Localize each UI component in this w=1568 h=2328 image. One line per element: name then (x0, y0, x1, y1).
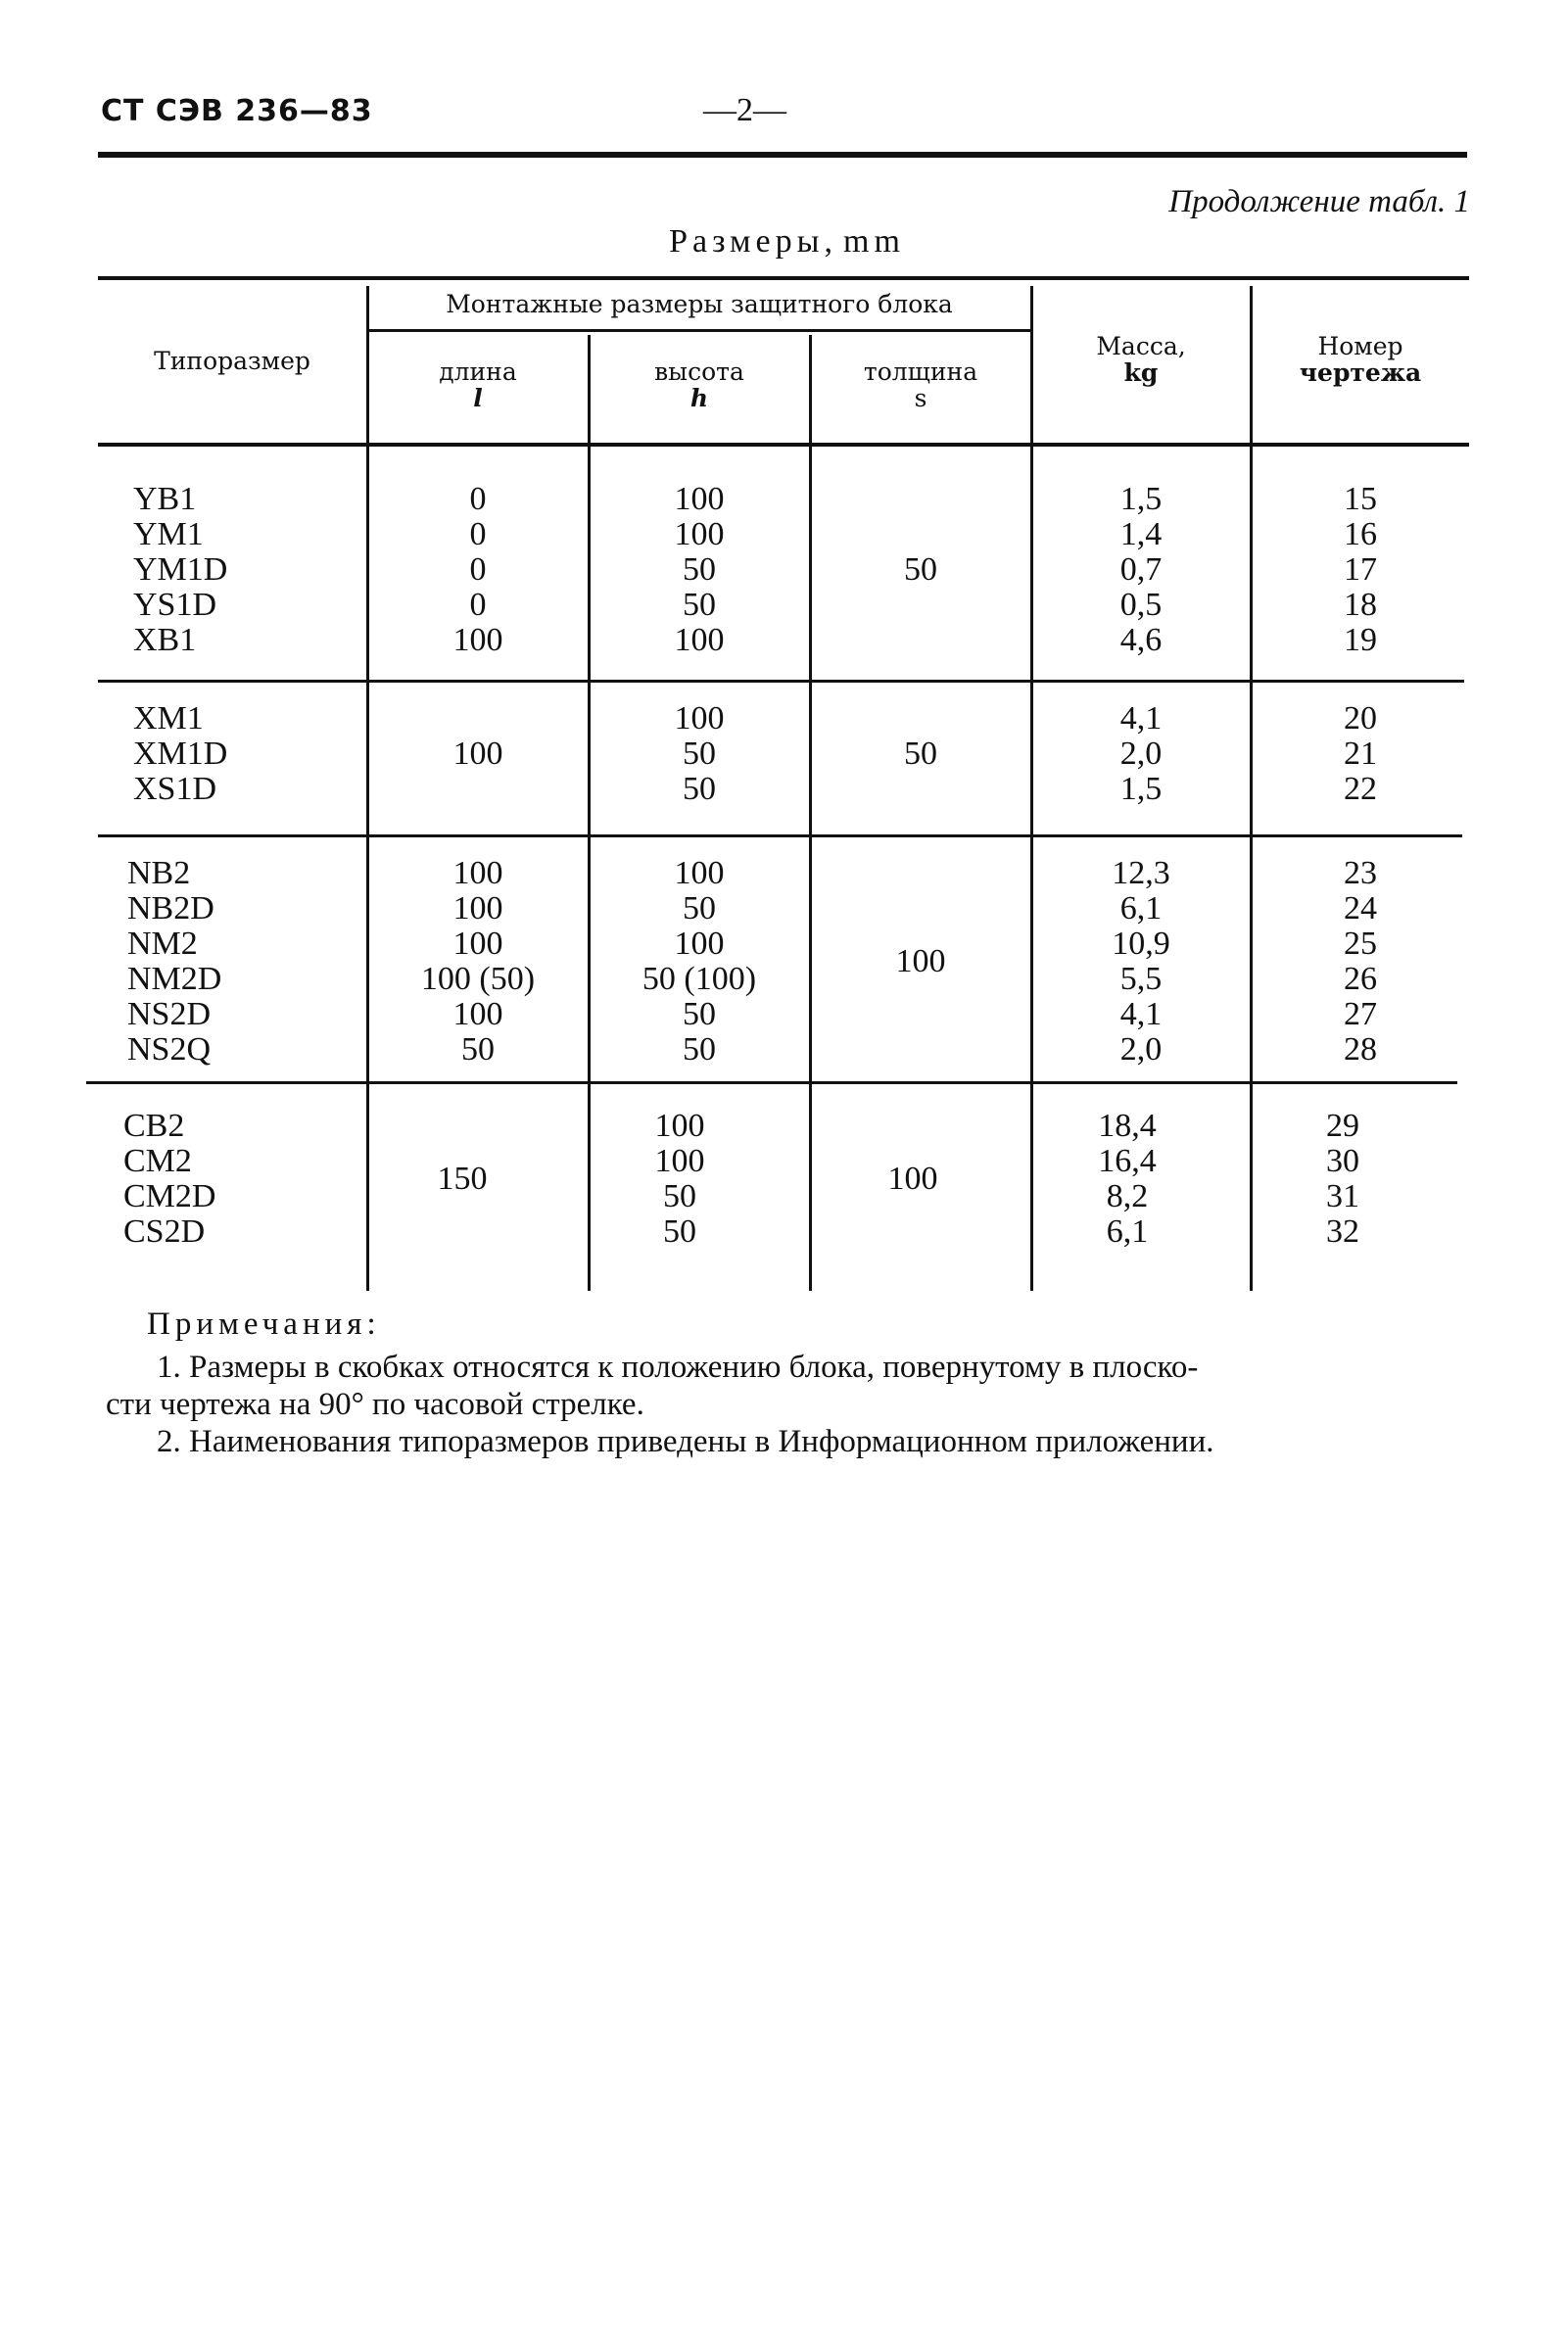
drawing-cell: 23 (1344, 855, 1377, 891)
col-divider-1 (366, 286, 369, 1291)
table-continuation-label: Продолжение табл. 1 (1168, 184, 1470, 219)
col-divider-3 (809, 335, 812, 1291)
header-type: Типоразмер (154, 347, 310, 375)
drawing-cell: 31 (1326, 1178, 1359, 1214)
length-cell: 100 (452, 890, 503, 926)
mass-cell: 0,7 (1119, 551, 1163, 588)
table-top-rule (98, 276, 1469, 280)
g1-length (368, 482, 588, 658)
height-cell: 50 (683, 587, 716, 623)
height-cell: 100 (674, 926, 725, 962)
header-bottom-rule (98, 443, 1469, 447)
header-thickness (811, 358, 1030, 411)
height-cell: 100 (674, 700, 725, 736)
drawing-cell: 24 (1344, 890, 1377, 926)
g4-thickness: 100 (887, 1161, 938, 1197)
type-cell: XS1D (133, 771, 217, 807)
height-cell: 100 (674, 622, 725, 658)
units-label: Размеры, (669, 223, 837, 260)
length-cell: 0 (469, 587, 487, 623)
g1-types (133, 482, 227, 658)
g3-types (127, 856, 221, 1068)
type-cell: CM2D (123, 1178, 216, 1214)
type-cell: CB2 (123, 1108, 185, 1144)
drawing-cell: 29 (1326, 1108, 1359, 1144)
mass-cell: 2,0 (1119, 1031, 1163, 1068)
units-value: mm (843, 223, 905, 260)
drawing-cell: 15 (1344, 481, 1377, 517)
drawing-cell: 30 (1326, 1143, 1359, 1179)
drawing-cell: 20 (1344, 700, 1377, 736)
height-cell: 100 (654, 1143, 705, 1179)
note-1-continuation: сти чертежа на 90° по часовой стрелке. (106, 1387, 644, 1422)
units-caption (0, 223, 1568, 261)
mass-cell: 1,5 (1119, 481, 1163, 517)
height-cell: 50 (100) (641, 961, 757, 997)
g2-mass (1032, 701, 1250, 807)
group-divider-2 (98, 834, 1462, 837)
height-cell: 50 (663, 1178, 696, 1214)
length-cell: 0 (469, 481, 487, 517)
header-drawing (1252, 333, 1469, 386)
type-cell: CM2 (123, 1143, 192, 1179)
type-cell: XB1 (133, 622, 197, 658)
g4-types (123, 1109, 215, 1250)
drawing-cell: 27 (1344, 996, 1377, 1032)
g4-height (570, 1109, 789, 1250)
mass-cell: 1,5 (1119, 771, 1163, 807)
notes-title: Примечания: (147, 1307, 381, 1342)
height-cell: 50 (683, 890, 716, 926)
type-cell: YS1D (133, 587, 217, 623)
drawing-cell: 18 (1344, 587, 1377, 623)
g2-height (590, 701, 809, 807)
type-cell: NS2D (127, 996, 212, 1032)
g3-length (368, 856, 588, 1068)
mass-cell: 8,2 (1106, 1178, 1149, 1214)
mass-cell: 12,3 (1112, 855, 1170, 891)
height-cell: 50 (683, 736, 716, 772)
header-length (368, 358, 588, 411)
mass-cell: 2,0 (1119, 736, 1163, 772)
length-cell: 100 (452, 855, 503, 891)
header-mount-group: Монтажные размеры защитного блока (446, 290, 953, 318)
g3-mass (1032, 856, 1250, 1068)
height-cell: 50 (683, 551, 716, 588)
header-height-symbol: h (689, 384, 709, 412)
header-thickness-label: толщина (863, 357, 978, 386)
drawing-cell: 25 (1344, 926, 1377, 962)
height-cell: 50 (683, 996, 716, 1032)
drawing-cell: 22 (1344, 771, 1377, 807)
group-divider-1 (98, 680, 1464, 683)
mass-cell: 6,1 (1119, 890, 1163, 926)
header-mass-label: Масса, (1096, 332, 1186, 360)
document-code: СТ СЭВ 236—83 (101, 94, 373, 128)
g4-length: 150 (437, 1161, 488, 1197)
g2-length: 100 (452, 736, 503, 772)
drawing-cell: 28 (1344, 1031, 1377, 1068)
height-cell: 50 (683, 771, 716, 807)
header-height (590, 358, 809, 411)
g2-types (133, 701, 227, 807)
height-cell: 100 (674, 516, 725, 552)
g1-mass (1032, 482, 1250, 658)
drawing-cell: 19 (1344, 622, 1377, 658)
g1-drawing (1252, 482, 1469, 658)
length-cell: 50 (461, 1031, 495, 1068)
header-drawing-label-2: чертежа (1299, 358, 1422, 387)
g3-thickness: 100 (895, 943, 946, 979)
header-rule (98, 152, 1467, 158)
type-cell: NB2D (127, 890, 214, 926)
mass-cell: 10,9 (1112, 926, 1170, 962)
type-cell: NS2Q (127, 1031, 212, 1068)
mass-cell: 4,1 (1119, 700, 1163, 736)
height-cell: 100 (674, 855, 725, 891)
header-height-label: высота (654, 357, 744, 386)
type-cell: CS2D (123, 1213, 206, 1250)
g4-mass (1019, 1109, 1236, 1250)
drawing-cell: 26 (1344, 961, 1377, 997)
g3-drawing (1252, 856, 1469, 1068)
g1-height (590, 482, 809, 658)
length-cell: 100 (50) (420, 961, 536, 997)
type-cell: YM1 (133, 516, 204, 552)
height-cell: 100 (654, 1108, 705, 1144)
mass-cell: 4,6 (1119, 622, 1163, 658)
mass-cell: 4,1 (1119, 996, 1163, 1032)
type-cell: YM1D (133, 551, 228, 588)
header-thickness-symbol: s (914, 384, 927, 412)
header-mass (1032, 333, 1250, 386)
length-cell: 0 (469, 551, 487, 588)
height-cell: 50 (683, 1031, 716, 1068)
page-number: —2— (703, 92, 786, 128)
header-length-symbol: l (473, 384, 483, 412)
length-cell: 100 (452, 926, 503, 962)
drawing-cell: 16 (1344, 516, 1377, 552)
type-cell: NM2D (127, 961, 222, 997)
g4-drawing (1234, 1109, 1451, 1250)
mass-cell: 5,5 (1119, 961, 1163, 997)
drawing-cell: 21 (1344, 736, 1377, 772)
mass-cell: 18,4 (1098, 1108, 1157, 1144)
type-cell: YB1 (133, 481, 197, 517)
dimensions-table (98, 276, 1469, 1291)
note-2: 2. Наименования типоразмеров приведены в Информационном приложении. (157, 1424, 1214, 1459)
mass-cell: 0,5 (1119, 587, 1163, 623)
mass-cell: 1,4 (1119, 516, 1163, 552)
type-cell: NM2 (127, 926, 198, 962)
length-cell: 100 (452, 996, 503, 1032)
height-cell: 50 (663, 1213, 696, 1250)
header-drawing-label: Номер (1317, 332, 1403, 360)
height-cell: 100 (674, 481, 725, 517)
drawing-cell: 17 (1344, 551, 1377, 588)
type-cell: XM1 (133, 700, 204, 736)
g3-height (590, 856, 809, 1068)
note-1: 1. Размеры в скобках относятся к положению блока, повернутому в плоско- (157, 1350, 1199, 1385)
length-cell: 0 (469, 516, 487, 552)
header-length-label: длина (439, 357, 517, 386)
mass-cell: 16,4 (1098, 1143, 1157, 1179)
g2-thickness: 50 (904, 736, 937, 772)
group-header-rule (368, 329, 1030, 332)
type-cell: NB2 (127, 855, 191, 891)
g1-thickness: 50 (904, 551, 937, 588)
length-cell: 100 (452, 622, 503, 658)
type-cell: XM1D (133, 736, 228, 772)
notes-block (106, 1306, 1469, 1460)
drawing-cell: 32 (1326, 1213, 1359, 1250)
header-mass-unit: kg (1123, 358, 1159, 387)
g2-drawing (1252, 701, 1469, 807)
mass-cell: 6,1 (1106, 1213, 1149, 1250)
